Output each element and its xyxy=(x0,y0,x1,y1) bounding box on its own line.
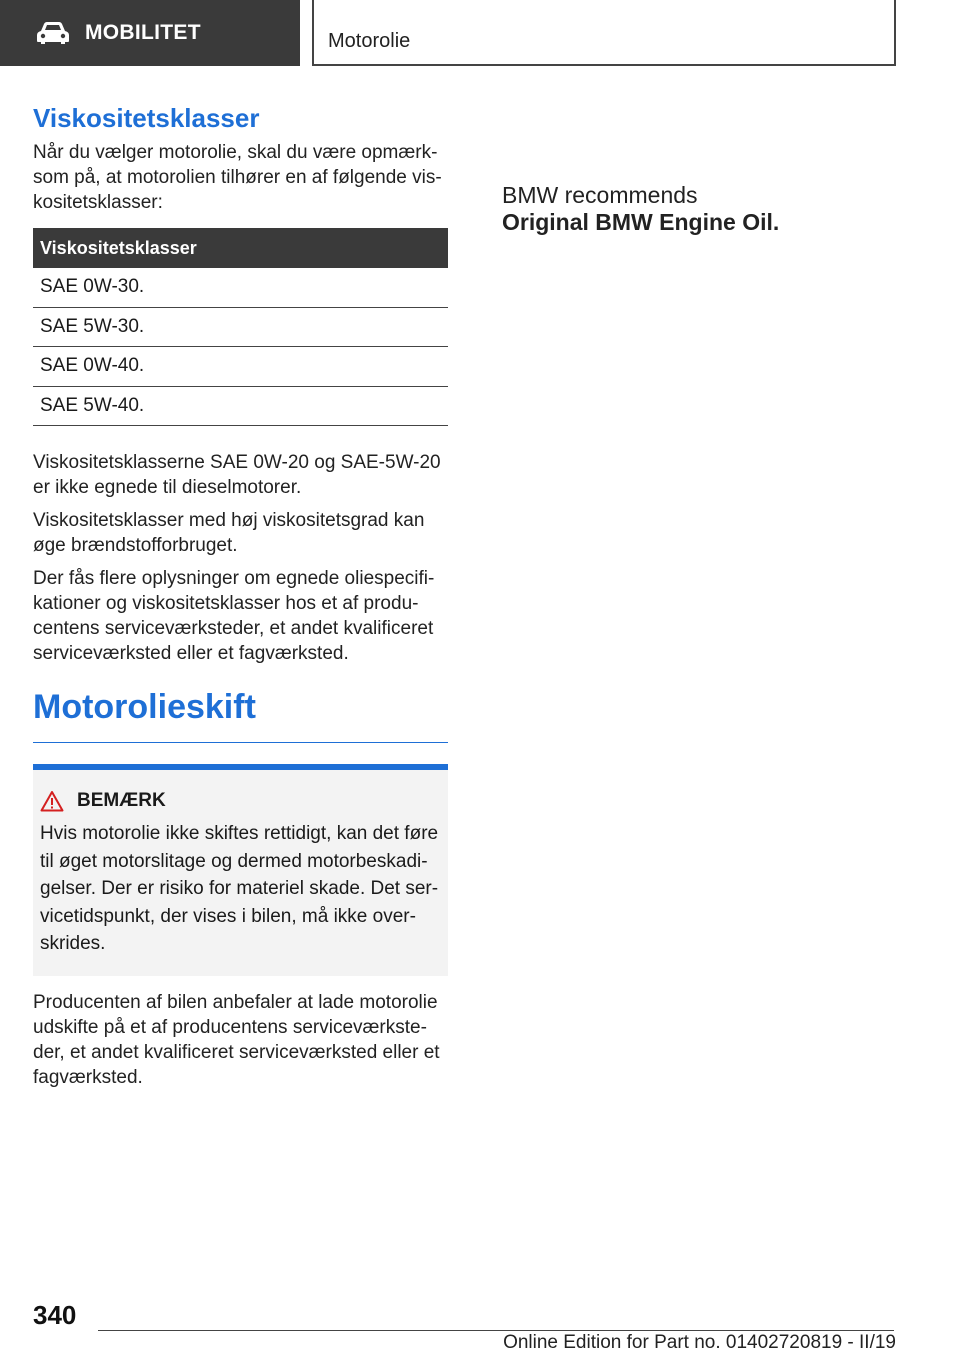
notice-title: BEMÆRK xyxy=(77,790,166,811)
oil-recommendation xyxy=(502,182,902,236)
footer-divider xyxy=(98,1330,894,1331)
table-row: SAE 0W-40. xyxy=(33,347,448,387)
paragraph-diesel: Viskositetsklasserne SAE 0W-20 og SAE-5W-20 er ikke egnede til dieselmotorer. xyxy=(33,452,441,498)
edition-text: Online Edition for Part no. 01402720819 - II/19 xyxy=(503,1332,896,1353)
chapter-box xyxy=(312,0,896,66)
paragraph-recommendation: Producenten af bilen anbefaler at lade motorolie udskifte på et af producentens serviceværkste‐ der, et andet kvalificeret serviceværksted eller et fagværksted. xyxy=(33,991,440,1088)
paragraph-consumption: Viskositetsklasser med høj viskositetsgrad kan øge brændstofforbruget. xyxy=(33,510,425,556)
viscosity-intro: Når du vælger motorolie, skal du være opmærk‐ som på, at motorolien tilhører en af følgende vis‐ kositetsklasser: xyxy=(33,142,442,213)
warning-icon xyxy=(40,790,64,812)
table-row: SAE 5W-40. xyxy=(33,387,448,427)
page-header xyxy=(0,0,960,66)
table-header: Viskositetsklasser xyxy=(33,228,448,268)
notice-box xyxy=(33,764,448,976)
table-row: SAE 5W-30. xyxy=(33,308,448,348)
paragraph-more-info: Der fås flere oplysninger om egnede oliespecifi‐ kationer og viskositetsklasser hos et af produ‐ centens serviceværksteder, et andet kvalificeret serviceværksted eller et fagværksted. xyxy=(33,568,435,664)
left-column xyxy=(33,100,448,1090)
recommends-text: BMW recommends xyxy=(502,182,698,208)
car-icon xyxy=(36,21,70,45)
viscosity-table xyxy=(33,228,448,426)
chapter-label: Motorolie xyxy=(328,30,411,52)
page-number: 340 xyxy=(33,1300,77,1330)
notice-text: Hvis motorolie ikke skiftes rettidigt, kan det føre til øget motorslitage og dermed motorbeskadi‐ gelser. Der er risiko for materiel skade. Det ser‐ vicetidspunkt, der vises i bilen, må ikke over‐ skrides. xyxy=(40,823,439,954)
oil-change-heading: Motorolieskift xyxy=(33,684,448,743)
viscosity-heading: Viskositetsklasser xyxy=(33,103,260,133)
table-row: SAE 0W-30. xyxy=(33,268,448,308)
notice-head xyxy=(40,790,440,812)
section-tab[interactable] xyxy=(0,0,300,66)
engine-oil-text: Original BMW Engine Oil. xyxy=(502,209,780,235)
section-label: MOBILITET xyxy=(85,21,201,44)
